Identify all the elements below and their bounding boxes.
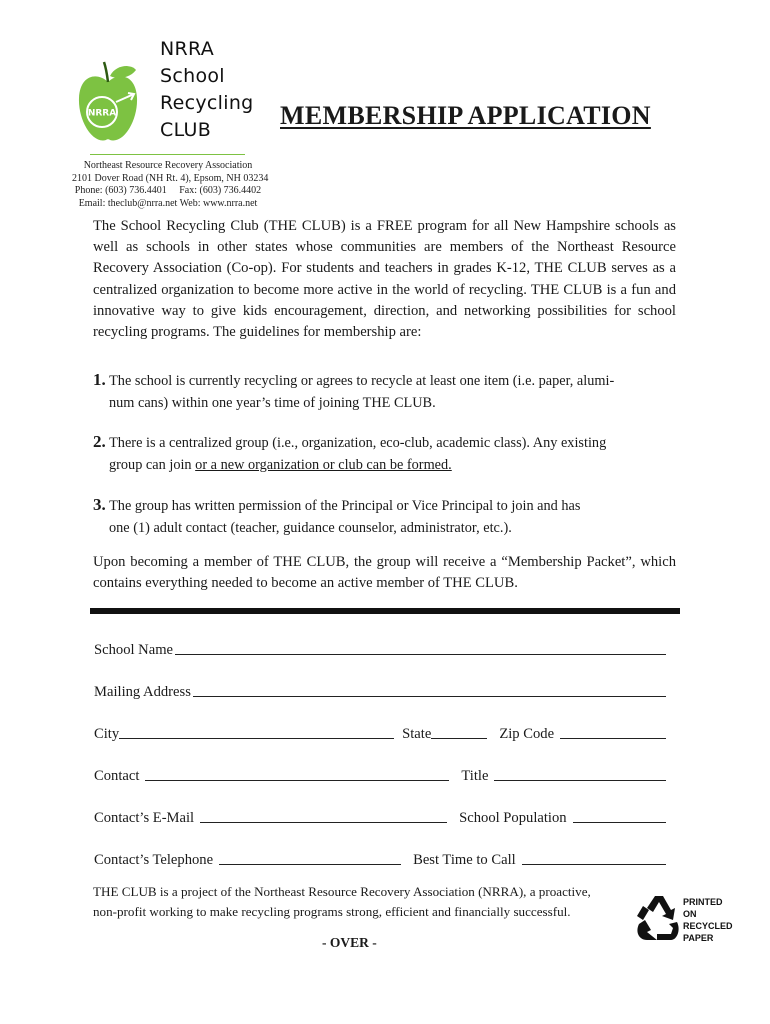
guideline-number: 3.	[93, 495, 106, 514]
page-title: MEMBERSHIP APPLICATION	[280, 101, 651, 130]
city-state-zip-row	[94, 721, 666, 743]
logo-wordmark	[160, 36, 254, 144]
contact-field[interactable]	[145, 766, 449, 781]
org-email-web: Email: theclub@nrra.net Web: www.nrra.net	[78, 197, 258, 209]
guideline-text-cont: num cans) within one year’s time of joining THE CLUB.	[109, 394, 436, 411]
mailing-address-label: Mailing Address	[94, 684, 191, 700]
printed-line-1: PRINTED	[683, 897, 723, 907]
intro-paragraph: The School Recycling Club (THE CLUB) is a FREE program for all New Hampshire schools as well as schools in other states whose communities are members of the Northeast Resource Recovery Association (Co-op). For students and teachers in grades K-12, THE CLUB serves as a centralized organization to become more active in the world of recycling. THE CLUB is a fun and innovative way to give kids encouragement, direction, and networking possibilities for school recycling programs. The guidelines for membership are:	[93, 218, 676, 341]
upon-paragraph: Upon becoming a member of THE CLUB, the group will receive a “Membership Packet”, which contains everything needed to become an active member of THE CLUB.	[93, 554, 676, 592]
recycle-symbol-icon	[633, 892, 681, 948]
zip-label: Zip Code	[499, 726, 555, 742]
org-contact-block	[72, 160, 269, 210]
guideline-2	[93, 431, 683, 476]
footer-line-1: THE CLUB is a project of the Northeast Resource Recovery Association (NRRA), a proactive,	[93, 884, 591, 899]
apple-text: NRRA	[87, 108, 117, 119]
school-name-row	[94, 637, 666, 659]
guideline-text: The school is currently recycling or agrees to recycle at least one item (i.e. paper, alumi-	[109, 373, 615, 389]
city-label: City	[94, 726, 120, 742]
printed-line-2: ON	[683, 909, 697, 919]
city-field[interactable]	[119, 724, 394, 739]
email-field[interactable]	[200, 808, 447, 823]
email-population-row	[94, 805, 666, 827]
mailing-address-field[interactable]	[193, 682, 666, 697]
logo-line-3: Recycling	[160, 92, 254, 114]
printed-on-recycled-label	[683, 896, 733, 944]
state-field[interactable]	[431, 724, 487, 739]
best-time-field[interactable]	[522, 850, 666, 865]
population-label: School Population	[459, 810, 567, 826]
logo-line-1: NRRA	[160, 38, 215, 60]
guideline-3	[93, 494, 683, 539]
state-label: State	[402, 726, 432, 742]
guideline-text-cont: one (1) adult contact (teacher, guidance counselor, administrator, etc.).	[109, 519, 512, 536]
guideline-text: The group has written permission of the Principal or Vice Principal to join and has	[109, 498, 581, 514]
guideline-text-cont: group can join	[109, 456, 196, 473]
school-name-field[interactable]	[175, 640, 666, 655]
logo-line-2: School	[160, 65, 225, 87]
guideline-number: 1.	[93, 370, 106, 389]
telephone-field[interactable]	[219, 850, 401, 865]
guideline-number: 2.	[93, 432, 106, 451]
printed-line-4: PAPER	[683, 933, 714, 943]
population-field[interactable]	[573, 808, 666, 823]
guideline-underlined-text: or a new organization or club can be formed.	[195, 456, 452, 473]
telephone-label: Contact’s Telephone	[94, 852, 214, 868]
org-phone-fax: Phone: (603) 736.4401 Fax: (603) 736.4402	[74, 185, 262, 196]
apple-logo-icon	[76, 60, 140, 146]
guideline-text: There is a centralized group (i.e., organization, eco-club, academic class). Any existing	[109, 435, 607, 451]
footer-line-2: non-profit working to make recycling programs strong, efficient and financially successful.	[93, 904, 571, 919]
printed-line-3: RECYCLED	[683, 921, 733, 931]
logo-divider	[90, 154, 245, 155]
footer-note	[93, 882, 633, 922]
over-label: - OVER -	[322, 935, 377, 950]
mailing-address-row	[94, 679, 666, 701]
best-time-label: Best Time to Call	[413, 852, 516, 868]
contact-title-row	[94, 763, 666, 785]
email-label: Contact’s E-Mail	[94, 810, 195, 826]
org-address: 2101 Dover Road (NH Rt. 4), Epsom, NH 03234	[72, 172, 269, 184]
zip-field[interactable]	[560, 724, 666, 739]
title-field[interactable]	[494, 766, 666, 781]
logo-line-4: CLUB	[160, 119, 212, 141]
guideline-1	[93, 369, 683, 414]
contact-label: Contact	[94, 768, 140, 784]
telephone-besttime-row	[94, 847, 666, 869]
title-label: Title	[461, 768, 489, 784]
section-divider	[90, 608, 680, 614]
school-name-label: School Name	[94, 642, 174, 658]
org-name: Northeast Resource Recovery Association	[83, 160, 253, 171]
